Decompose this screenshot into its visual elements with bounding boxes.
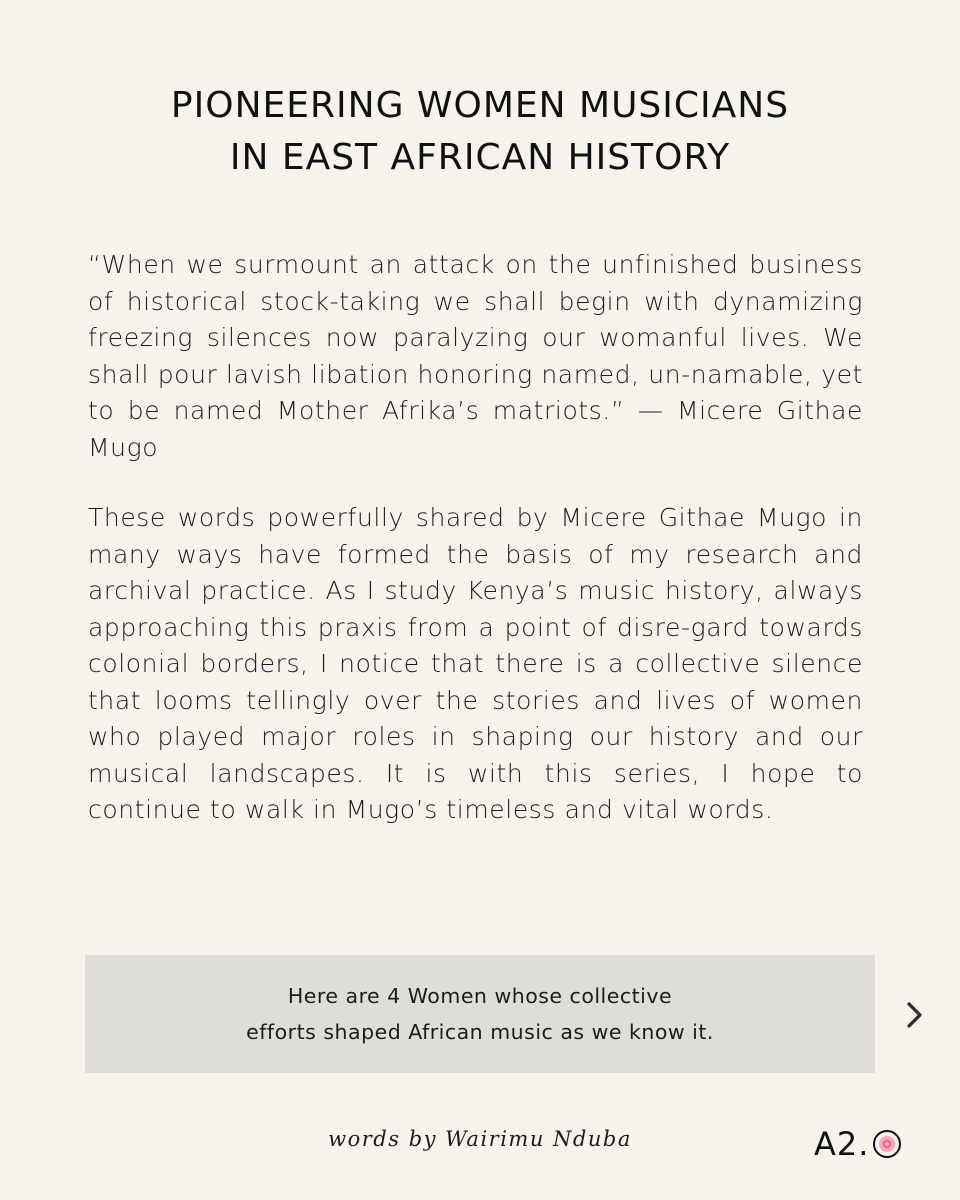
quote-text: “When we surmount an attack on the unfinished business of historical stock-taking we shall begin with dynamizing freezing silences now paralyzing our womanful lives. We shall pour lavish libation honoring named, un-namable, yet to be named Mother Afrika’s matriots.” — Micere Githae Mugo xyxy=(88,250,863,462)
logo-text: A2. xyxy=(814,1125,870,1163)
title-line-2: IN EAST AFRICAN HISTORY xyxy=(229,137,731,178)
body-paragraph: These words powerfully shared by Micere Githae Mugo in many ways have formed the basis of my research and archival practice. As I study Kenya’s music history, always approaching this praxis from a point of disre-gard towards colonial borders, I notice that there is a collective silence that looms tellingly over the stories and lives of women who played major roles in shaping our history and our musical landscapes. It is with this series, I hope to continue to walk in Mugo’s timeless and vital words. xyxy=(88,503,863,824)
chevron-right-icon[interactable] xyxy=(900,996,930,1036)
pink-circle-logo-icon xyxy=(872,1129,902,1159)
page-title xyxy=(0,80,960,184)
byline: words by Wairimu Nduba xyxy=(328,1127,632,1151)
cta-box xyxy=(85,955,875,1073)
cta-line-1: Here are 4 Women whose collective xyxy=(287,984,673,1008)
cta-line-2: efforts shaped African music as we know it. xyxy=(246,1020,714,1044)
brand-logo xyxy=(814,1124,902,1164)
title-line-1: PIONEERING WOMEN MUSICIANS xyxy=(170,85,790,126)
